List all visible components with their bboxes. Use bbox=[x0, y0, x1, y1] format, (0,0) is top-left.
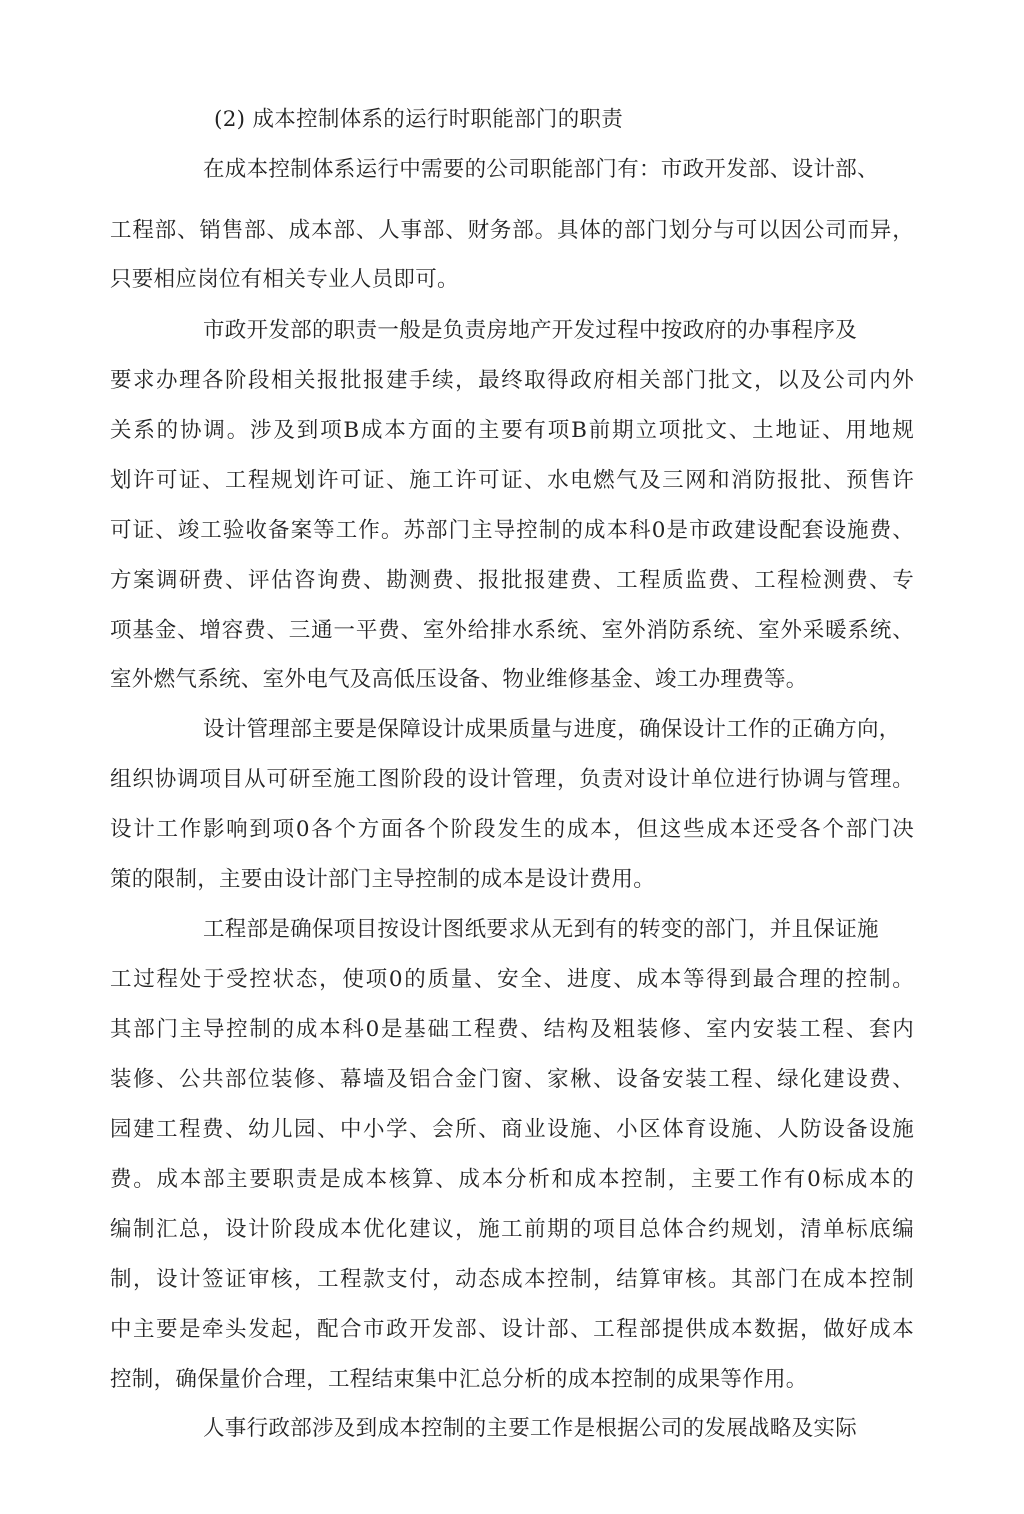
paragraph-line: 设计管理部主要是保障设计成果质量与进度，确保设计工作的正确方向， bbox=[203, 717, 901, 742]
paragraph-line: 装修、公共部位装修、幕墙及铝合金门窗、家楸、设备安装工程、绿化建设费、 bbox=[110, 1067, 914, 1092]
paragraph-line: 其部门主导控制的成本科0是基础工程费、结构及粗装修、室内安装工程、套内 bbox=[110, 1017, 914, 1042]
paragraph-line: 设计工作影响到项0各个方面各个阶段发生的成本，但这些成本还受各个部门决 bbox=[110, 817, 914, 842]
paragraph-line: 制，设计签证审核，工程款支付，动态成本控制，结算审核。其部门在成本控制 bbox=[110, 1267, 914, 1292]
paragraph-line: 要求办理各阶段相关报批报建手续，最终取得政府相关部门批文，以及公司内外 bbox=[110, 368, 914, 393]
paragraph-line: 园建工程费、幼儿园、中小学、会所、商业设施、小区体育设施、人防设备设施 bbox=[110, 1117, 914, 1142]
paragraph-line: 关系的协调。涉及到项B成本方面的主要有项B前期立项批文、土地证、用地规 bbox=[110, 418, 914, 443]
paragraph-line: 工过程处于受控状态，使项0的质量、安全、进度、成本等得到最合理的控制。 bbox=[110, 967, 914, 992]
paragraph-line: 在成本控制体系运行中需要的公司职能部门有：市政开发部、设计部、 bbox=[203, 157, 879, 182]
paragraph-line: 策的限制，主要由设计部门主导控制的成本是设计费用。 bbox=[110, 867, 656, 892]
paragraph-line: 编制汇总，设计阶段成本优化建议，施工前期的项目总体合约规划，清单标底编 bbox=[110, 1217, 914, 1242]
paragraph-line: 人事行政部涉及到成本控制的主要工作是根据公司的发展战略及实际 bbox=[203, 1416, 858, 1441]
section-heading: (2) 成本控制体系的运行时职能部门的职责 bbox=[214, 107, 624, 132]
paragraph-line: 工程部是确保项目按设计图纸要求从无到有的转变的部门，并且保证施 bbox=[203, 917, 879, 942]
paragraph-line: 可证、竣工验收备案等工作。苏部门主导控制的成本科0是市政建设配套设施费、 bbox=[110, 518, 914, 543]
paragraph-line: 组织协调项目从可研至施工图阶段的设计管理，负责对设计单位进行协调与管理。 bbox=[110, 767, 914, 792]
paragraph-line: 控制，确保量价合理，工程结束集中汇总分析的成本控制的成果等作用。 bbox=[110, 1367, 808, 1392]
paragraph-line: 市政开发部的职责一般是负责房地产开发过程中按政府的办事程序及 bbox=[203, 318, 858, 343]
paragraph-line: 只要相应岗位有相关专业人员即可。 bbox=[110, 267, 459, 292]
paragraph-line: 工程部、销售部、成本部、人事部、财务部。具体的部门划分与可以因公司而异， bbox=[110, 218, 914, 243]
paragraph-line: 项基金、增容费、三通一平费、室外给排水系统、室外消防系统、室外采暖系统、 bbox=[110, 618, 914, 643]
paragraph-line: 中主要是牵头发起，配合市政开发部、设计部、工程部提供成本数据，做好成本 bbox=[110, 1317, 914, 1342]
paragraph-line: 费。成本部主要职责是成本核算、成本分析和成本控制，主要工作有0标成本的 bbox=[110, 1167, 914, 1192]
paragraph-line: 方案调研费、评估咨询费、勘测费、报批报建费、工程质监费、工程检测费、专 bbox=[110, 568, 914, 593]
paragraph-line: 划许可证、工程规划许可证、施工许可证、水电燃气及三网和消防报批、预售许 bbox=[110, 468, 914, 493]
paragraph-line: 室外燃气系统、室外电气及高低压设备、物业维修基金、竣工办理费等。 bbox=[110, 667, 808, 692]
